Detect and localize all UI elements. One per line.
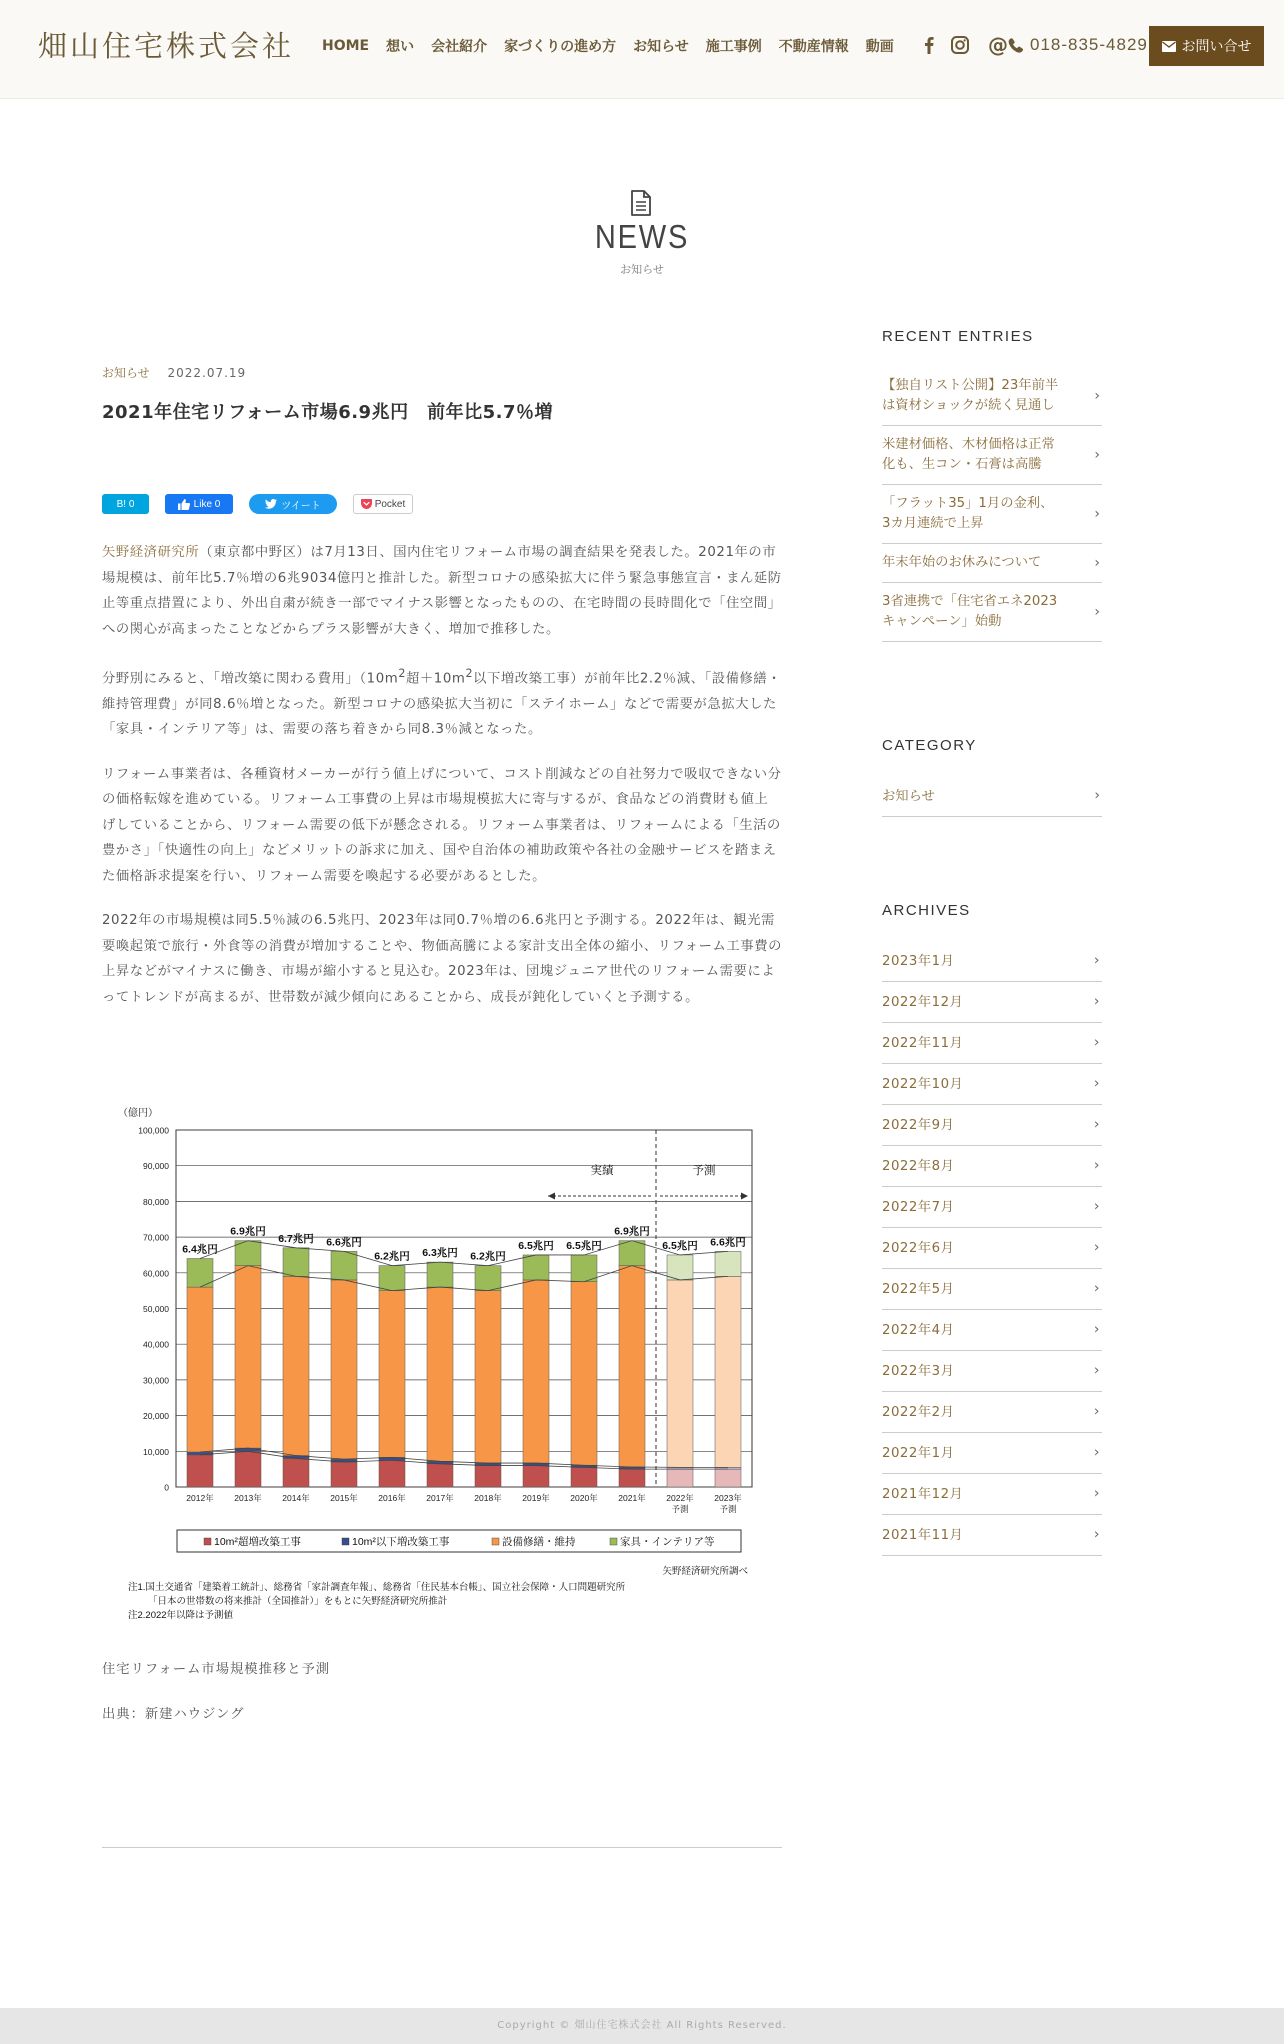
- archive-item[interactable]: 2022年2月 ›: [882, 1392, 1102, 1433]
- chart-xtick-label: 予測: [719, 1504, 737, 1514]
- recent-entries-heading: RECENT ENTRIES: [882, 328, 1034, 345]
- chart-total-label: 6.7兆円: [278, 1232, 314, 1245]
- chart-bar-segment: [523, 1255, 549, 1280]
- recent-entries-list: [882, 367, 1102, 642]
- chart-bar-segment: [379, 1460, 405, 1487]
- chart-bar-segment: [427, 1464, 453, 1487]
- page-title: NEWS: [594, 218, 690, 255]
- chart-legend-swatch: [610, 1538, 617, 1545]
- chart-ytick-label: 100,000: [138, 1125, 169, 1136]
- paragraph-2: 分野別にみると、「増改築に関わる費用」（$10m^2$超$+10m^2$以下増改築工事）が前年比2.2％減、「設備修繕・維持管理費」が同8.6％増となった。新型コロナの感染拡大当初に「ステイホーム」などで需要が急拡大した「家具・インテリア等」は、需要の落ち着きから同8.3％減となった。: [102, 667, 782, 738]
- facebook-like-button[interactable]: [165, 494, 233, 514]
- chart-ytick-label: 0: [164, 1482, 169, 1493]
- chart-forecast-arrowhead: [741, 1193, 748, 1200]
- archive-item[interactable]: 2022年8月 ›: [882, 1146, 1102, 1187]
- chart-ytick-label: 10,000: [143, 1446, 169, 1457]
- chart-total-label: 6.3兆円: [422, 1247, 458, 1260]
- site-footer: [0, 2008, 1284, 2044]
- contact-button[interactable]: [1149, 26, 1264, 66]
- chart-bar-segment: [187, 1287, 213, 1452]
- chart-note: 注2.2022年以降は予測値: [128, 1610, 234, 1621]
- recent-entry-line: は資材ショックが続く見通し: [882, 398, 1055, 413]
- nav-process[interactable]: 家づくりの進め方: [504, 39, 617, 55]
- archive-item[interactable]: 2022年10月 ›: [882, 1064, 1102, 1105]
- recent-entry-line: 米建材価格、木材価格は正常: [882, 437, 1055, 452]
- chart-legend-label: 10m²以下増改築工事: [352, 1536, 450, 1548]
- chart-bar-segment: [379, 1266, 405, 1291]
- paragraph-4: 2022年の市場規模は同5.5％減の6.5兆円、2023年は同0.7％増の6.6兆円と予測する。2022年は、観光需要喚起策で旅行・外食等の消費が増加することや、物価高騰による家計支出全体の縮小、リフォーム工事費の上昇などがマイナスに働き、市場が縮小すると見込む。2023年は、団塊ジュニア世代のリフォーム需要によってトレンドが高まるが、世帯数が減少傾向にあることから、成長が鈍化していくと予測する。: [102, 913, 783, 1005]
- article-meta: [102, 364, 782, 381]
- phone-contact[interactable]: [988, 34, 1148, 56]
- chart-bar-segment: [571, 1282, 597, 1465]
- chart-bar-segment: [283, 1458, 309, 1487]
- chart-total-label: 6.2兆円: [374, 1250, 410, 1263]
- recent-entry-2[interactable]: [882, 426, 1102, 485]
- twitter-bird-icon: [265, 499, 277, 509]
- chart-boundary-line: [200, 1266, 728, 1291]
- recent-entry-line: 「フラット35」1月の金利、: [882, 496, 1054, 511]
- recent-entry-line: キャンペーン」始動: [882, 614, 1002, 629]
- thumbs-up-icon: [178, 499, 190, 510]
- chart-bar-segment: [475, 1266, 501, 1291]
- site-logo[interactable]: 畑山住宅株式会社: [38, 29, 295, 63]
- chart-bar-segment: [619, 1241, 645, 1266]
- nav-home[interactable]: HOME: [322, 38, 370, 54]
- chart-bar-segment: [235, 1451, 261, 1487]
- chart-institute-label: 矢野経済研究所調べ: [662, 1566, 748, 1577]
- archive-item[interactable]: 2022年12月 ›: [882, 982, 1102, 1023]
- article-date: 2022.07.19: [167, 366, 247, 380]
- chart-xtick-label: 2016年: [378, 1493, 406, 1503]
- chart-actual-arrowhead: [548, 1193, 555, 1200]
- chart-xtick-label: 2023年: [714, 1493, 742, 1503]
- recent-entry-1[interactable]: [882, 367, 1102, 426]
- chart-bar-segment: [331, 1251, 357, 1280]
- nav-company[interactable]: 会社紹介: [431, 39, 488, 55]
- pocket-icon: [361, 499, 372, 509]
- chart-caption: 住宅リフォーム市場規模推移と予測: [102, 1662, 331, 1677]
- chart-total-label: 6.2兆円: [470, 1250, 506, 1263]
- category-heading: CATEGORY: [882, 737, 977, 754]
- chart-bar-segment: [571, 1467, 597, 1487]
- chart-xtick-label: 予測: [671, 1504, 689, 1514]
- chart-svg: [102, 1100, 762, 1630]
- article-title: 2021年住宅リフォーム市場6.9兆円 前年比5.7％増: [102, 402, 553, 423]
- chart-xtick-label: 2017年: [426, 1493, 454, 1503]
- svg-text:@: @: [988, 34, 1008, 56]
- chart-total-label: 6.9兆円: [230, 1225, 266, 1238]
- chart-note: 「日本の世帯数の将来推計（全国推計）」をもとに矢野経済研究所推計: [148, 1596, 448, 1607]
- recent-entry-4[interactable]: [882, 544, 1102, 583]
- page-subtitle: お知らせ: [620, 263, 664, 276]
- category-list: [882, 776, 1102, 817]
- archives-heading: ARCHIVES: [882, 902, 971, 919]
- chart-legend-label: 設備修繕・維持: [502, 1536, 576, 1548]
- chart-total-label: 6.5兆円: [518, 1239, 554, 1252]
- chart-total-label: 6.5兆円: [566, 1239, 602, 1252]
- chart-bar-segment: [475, 1291, 501, 1463]
- chart-ytick-label: 40,000: [143, 1339, 169, 1350]
- chart-xtick-label: 2022年: [666, 1493, 694, 1503]
- chart-xtick-label: 2020年: [570, 1493, 598, 1503]
- nav-realestate[interactable]: 不動産情報: [778, 39, 849, 55]
- paragraph-3: リフォーム事業者は、各種資材メーカーが行う値上げについて、コスト削減などの自社努力で吸収できない分の価格転嫁を進めている。リフォーム工事費の上昇は市場規模拡大に寄与するが、食品などの消費財も値上げしていることから、リフォーム需要の低下が懸念される。リフォーム事業者は、リフォームによる「生活の豊かさ」「快適性の向上」などメリットの訴求に加え、国や自治体の補助政策や各社の金融サービスを踏まえた価格訴求提案を行い、リフォーム需要を喚起する必要があるとした。: [102, 766, 782, 884]
- chart-bar-segment: [427, 1287, 453, 1461]
- chart-actual-label: 実績: [590, 1165, 614, 1178]
- chart-bar-segment: [235, 1266, 261, 1448]
- tweet-label: ツイート: [281, 500, 321, 512]
- chart-bar-segment: [619, 1266, 645, 1467]
- chart-total-label: 6.9兆円: [614, 1225, 650, 1238]
- archive-item[interactable]: 2022年5月 ›: [882, 1269, 1102, 1310]
- recent-entry-line: 化も、生コン・石膏は高騰: [882, 457, 1042, 472]
- recent-entry-line: 3省連携で「住宅省エネ2023: [882, 594, 1058, 609]
- contact-button-label: お問い合せ: [1181, 39, 1252, 55]
- recent-entry-5[interactable]: [882, 583, 1102, 642]
- chart-xtick-label: 2021年: [618, 1493, 646, 1503]
- chart-xtick-label: 2019年: [522, 1493, 550, 1503]
- pocket-button[interactable]: [353, 494, 413, 514]
- chart-bar-segment: [523, 1280, 549, 1463]
- facebook-like-label: Like 0: [193, 498, 221, 510]
- chart-xtick-label: 2015年: [330, 1493, 358, 1503]
- nav-video[interactable]: 動画: [865, 39, 894, 55]
- archives-list: [882, 941, 1102, 1556]
- chart-ytick-label: 30,000: [143, 1375, 169, 1386]
- chart-ytick-label: 60,000: [143, 1268, 169, 1279]
- main-nav: [322, 36, 911, 56]
- chart-bar-segment: [331, 1462, 357, 1487]
- hatena-bookmark-button[interactable]: B! 0: [102, 494, 149, 514]
- chart-bar-segment: [187, 1455, 213, 1487]
- site-header: [0, 0, 1284, 99]
- archive-item[interactable]: 2022年7月 ›: [882, 1187, 1102, 1228]
- chart-bar-segment: [283, 1276, 309, 1455]
- sidebar-recent: [882, 328, 1102, 642]
- article: [102, 364, 783, 1005]
- archive-item[interactable]: 2021年12月 ›: [882, 1474, 1102, 1515]
- chart-bar-segment: [427, 1262, 453, 1287]
- archive-item[interactable]: 2022年9月 ›: [882, 1105, 1102, 1146]
- chart-legend-label: 10m²超増改築工事: [214, 1536, 301, 1548]
- chart-bar-segment: [667, 1469, 693, 1487]
- facebook-icon[interactable]: [918, 34, 940, 56]
- article-category[interactable]: お知らせ: [102, 366, 150, 380]
- chart-ytick-label: 90,000: [143, 1161, 169, 1172]
- copyright-text: Copyright © 畑山住宅株式会社 All Rights Reserved.: [497, 2020, 787, 2031]
- recent-entry-line: 【独自リスト公開】23年前半: [882, 378, 1059, 393]
- article-source: 出典：新建ハウジング: [102, 1707, 245, 1722]
- chart-legend-swatch: [492, 1538, 499, 1545]
- recent-entry-3[interactable]: [882, 485, 1102, 544]
- chart-legend-swatch: [342, 1538, 349, 1545]
- instagram-icon[interactable]: [949, 34, 971, 56]
- archive-item[interactable]: 2022年4月 ›: [882, 1310, 1102, 1351]
- chart-xtick-label: 2012年: [186, 1493, 214, 1503]
- chart-bar-segment: [667, 1255, 693, 1280]
- chart-bar-segment: [331, 1280, 357, 1459]
- nav-works[interactable]: 施工事例: [705, 39, 762, 55]
- chart-ylabel: （億円）: [118, 1108, 158, 1119]
- nav-news[interactable]: お知らせ: [633, 39, 689, 55]
- chart-bar-segment: [715, 1276, 741, 1467]
- chart-ytick-label: 80,000: [143, 1196, 169, 1207]
- chart-ytick-label: 50,000: [143, 1304, 169, 1314]
- chart-legend-label: 家具・インテリア等: [620, 1536, 715, 1548]
- sidebar-archives: [882, 902, 1102, 1556]
- nav-philosophy[interactable]: 想い: [386, 39, 415, 55]
- category-item-news[interactable]: お知らせ ›: [882, 776, 1102, 817]
- chart-bar-segment: [667, 1280, 693, 1467]
- reform-market-chart: [102, 1100, 762, 1630]
- chart-bar-segment: [283, 1248, 309, 1277]
- chart-xtick-label: 2013年: [234, 1493, 262, 1503]
- chart-bar-segment: [619, 1469, 645, 1487]
- chart-ytick-label: 20,000: [143, 1411, 169, 1422]
- chart-total-label: 6.5兆円: [662, 1239, 698, 1252]
- chart-note: 注1.国土交通省「建築着工統計」、総務省「家計調査年報」、総務省「住民基本台帳」、国立社会保障・人口問題研究所: [128, 1582, 626, 1593]
- chart-bar-segment: [379, 1291, 405, 1458]
- phone-number[interactable]: 018-835-4829: [1030, 35, 1148, 54]
- chart-forecast-label: 予測: [692, 1165, 716, 1178]
- article-body: [102, 540, 782, 1029]
- chart-bar-segment: [475, 1466, 501, 1487]
- chart-bar-segment: [715, 1251, 741, 1276]
- chart-bar-segment: [523, 1466, 549, 1487]
- archive-item[interactable]: 2023年1月 ›: [882, 941, 1102, 982]
- pocket-label: Pocket: [374, 498, 406, 510]
- chart-xtick-label: 2018年: [474, 1493, 502, 1503]
- document-icon: [630, 190, 652, 216]
- archive-item[interactable]: 2021年11月 ›: [882, 1515, 1102, 1556]
- share-buttons: [102, 494, 429, 514]
- chart-total-label: 6.6兆円: [326, 1236, 362, 1249]
- archive-item[interactable]: 2022年6月 ›: [882, 1228, 1102, 1269]
- archive-item[interactable]: 2022年3月 ›: [882, 1351, 1102, 1392]
- chart-total-label: 6.6兆円: [710, 1236, 746, 1249]
- chart-boundary-line: [200, 1451, 728, 1469]
- envelope-icon: [1162, 41, 1176, 52]
- archive-item[interactable]: 2022年1月 ›: [882, 1433, 1102, 1474]
- chart-bar-segment: [715, 1469, 741, 1487]
- tweet-button[interactable]: [249, 494, 337, 514]
- chart-total-label: 6.4兆円: [182, 1243, 218, 1256]
- chart-xtick-label: 2014年: [282, 1493, 310, 1503]
- email-phone-icon: [988, 34, 1024, 56]
- article-divider: [102, 1847, 782, 1848]
- chart-bar-segment: [571, 1255, 597, 1282]
- archive-item[interactable]: 2022年11月 ›: [882, 1023, 1102, 1064]
- yano-research-link[interactable]: 矢野経済研究所: [102, 545, 200, 560]
- chart-ytick-label: 70,000: [143, 1232, 169, 1243]
- recent-entry-line: 3カ月連続で上昇: [882, 516, 984, 531]
- sidebar-category: [882, 737, 1102, 817]
- paragraph-1: 矢野経済研究所（東京都中野区）は7月13日、国内住宅リフォーム市場の調査結果を発表した。2021年の市場規模は、前年比5.7％増の6兆9034億円と推計した。新型コロナの感染拡大に伴う緊急事態宣言・まん延防止等重点措置により、外出自粛が続き一部でマイナス影響となったものの、在宅時間の長時間化で「住空間」への関心が高まったことなどからプラス影響が大きく、増加で推移した。: [102, 545, 782, 637]
- recent-entry-line: 年末年始のお休みについて: [882, 555, 1042, 570]
- chart-legend-swatch: [204, 1538, 211, 1545]
